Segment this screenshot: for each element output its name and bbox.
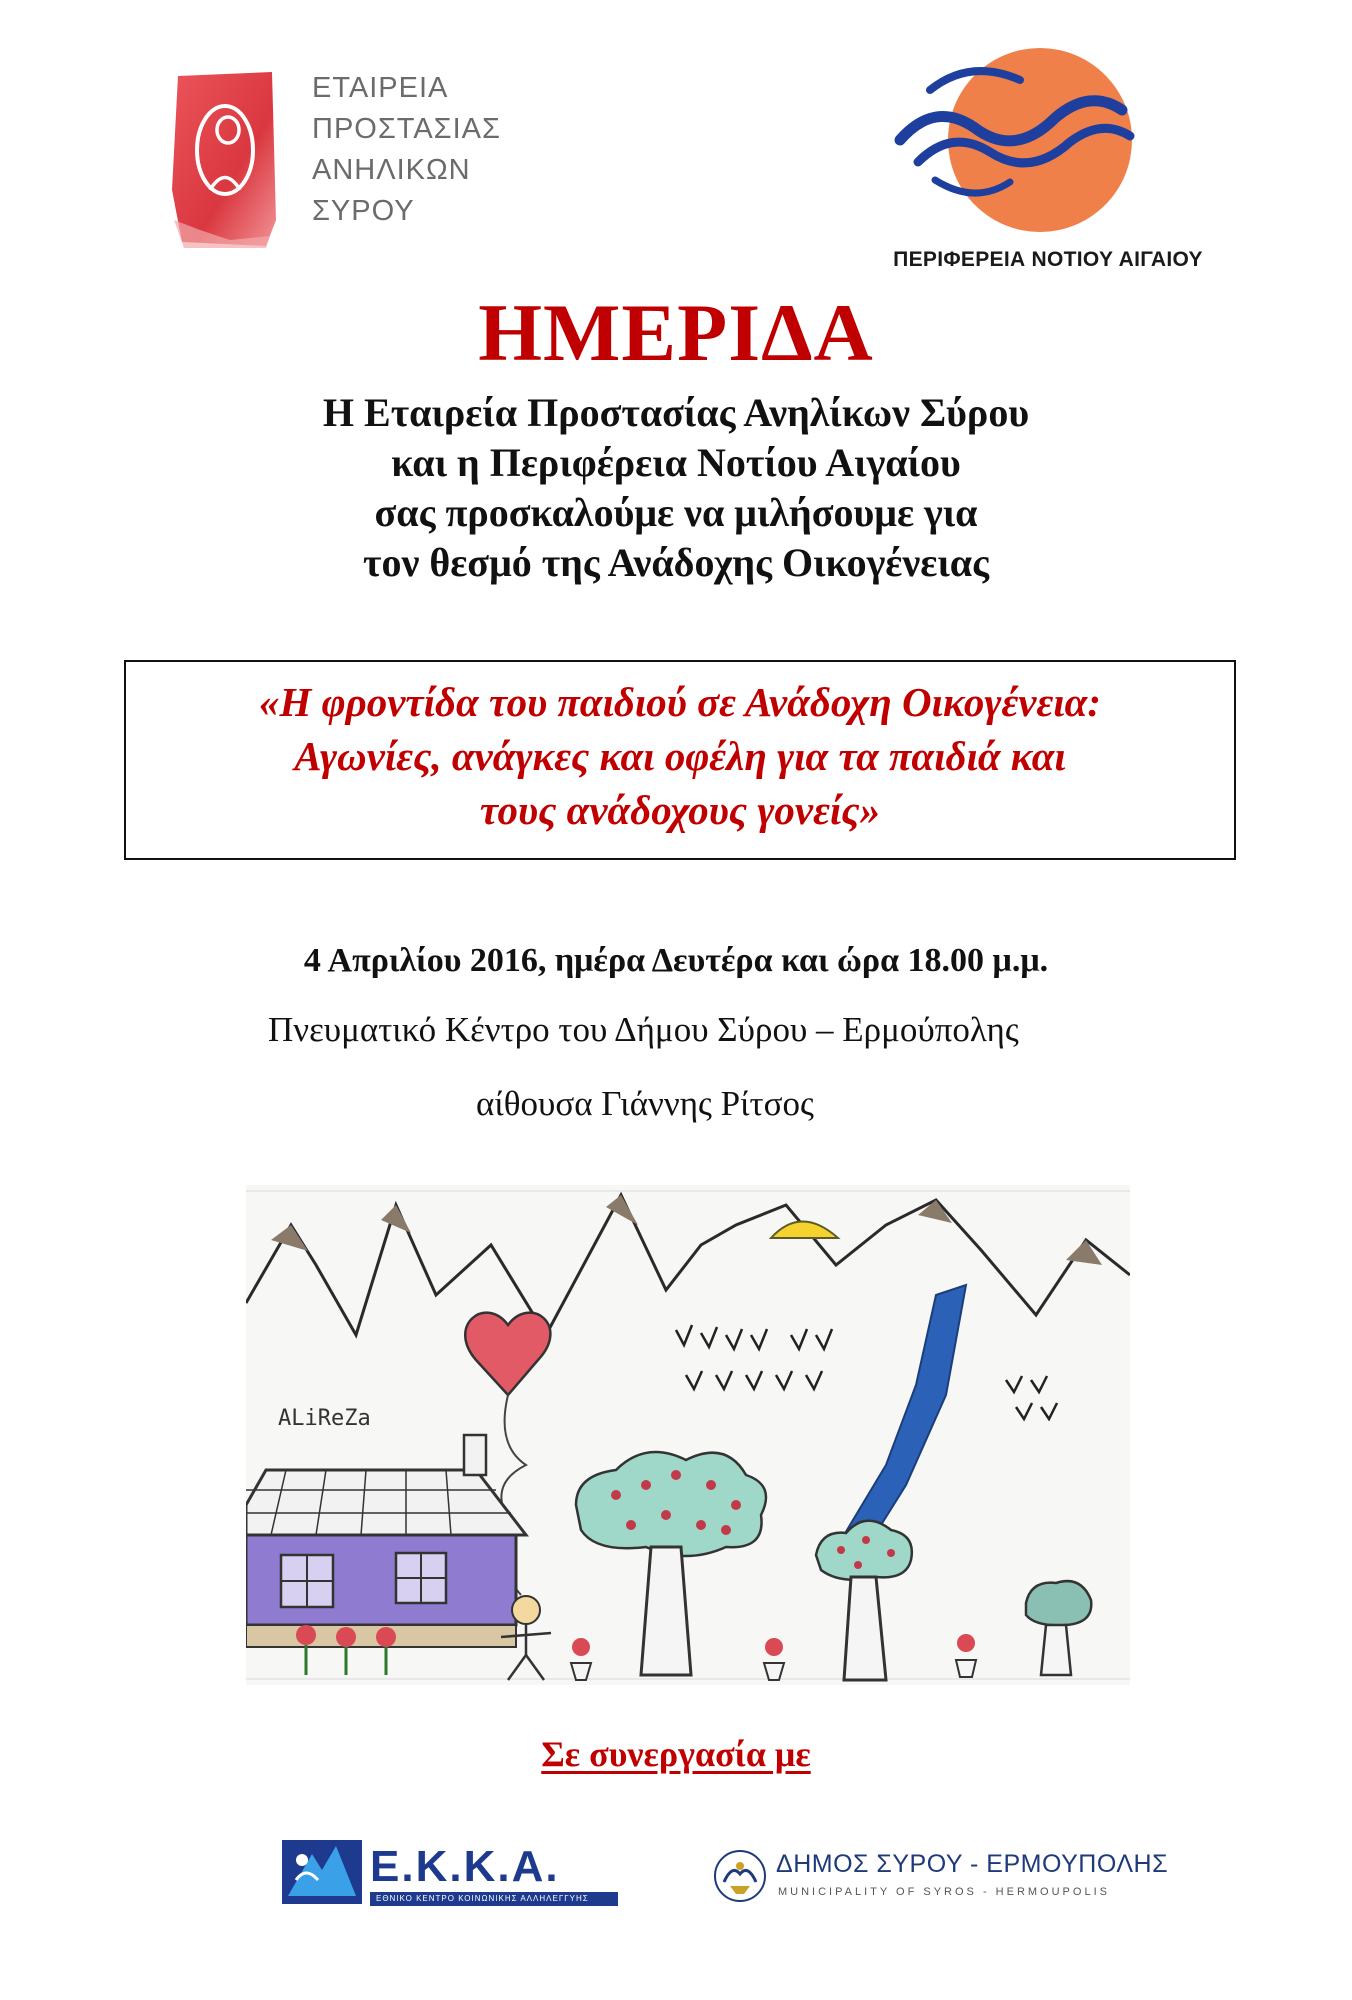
ekka-emblem-icon [282,1840,362,1904]
theme-box [124,660,1236,860]
ekka-subtitle-bar [370,1892,618,1906]
intro-line: τον θεσμό της Ανάδοχης Οικογένειας [363,540,989,585]
child-drawing-picture [246,1185,1130,1685]
org-left-emblem-icon [170,70,280,250]
event-intro [0,388,1352,588]
intro-line: Η Εταιρεία Προστασίας Ανηλίκων Σύρου [322,390,1030,435]
dimos-name: ΔΗΜΟΣ ΣΥΡΟΥ - ΕΡΜΟΥΠΟΛΗΣ [776,1850,1169,1878]
dimos-logo [712,1842,1169,1912]
dimos-emblem-icon [712,1848,768,1904]
drawing-signature: ALiReZa [278,1406,371,1431]
theme-line: «Η φροντίδα του παιδιού σε Ανάδοχη Οικογένεια: [258,679,1102,725]
event-room: αίθουσα Γιάννης Ρίτσος [476,1084,814,1123]
south-aegean-sun-waves-icon [890,40,1140,240]
event-date: 4 Απριλίου 2016, ημέρα Δευτέρα και ώρα 18.00 μ.μ. [303,942,1049,979]
theme-line: τους ανάδοχους γονείς» [479,787,881,833]
event-venue: Πνευματικό Κέντρο του Δήμου Σύρου – Ερμούπολης [268,1010,1019,1049]
intro-line: και η Περιφέρεια Νοτίου Αιγαίου [391,440,961,485]
org-left-logo [170,70,280,250]
partners-label: Σε συνεργασία με [541,1734,811,1774]
org-right-logo [890,40,1140,240]
child-drawing [246,1185,1130,1685]
intro-line: σας προσκαλούμε να μιλήσουμε για [374,490,978,535]
org-left-line: ΕΤΑΙΡΕΙΑ [312,72,449,104]
ekka-subtitle: ΕΘΝΙΚΟ ΚΕΝΤΡΟ ΚΟΙΝΩΝΙΚΗΣ ΑΛΛΗΛΕΓΓΥΗΣ [376,1894,589,1903]
theme-line: Αγωνίες, ανάγκες και οφέλη για τα παιδιά και [294,733,1066,779]
event-title: ΗΜΕΡΙΔΑ [478,287,874,378]
org-left-line: ΑΝΗΛΙΚΩΝ [312,154,471,186]
ekka-logo [282,1836,622,1908]
org-right-label: ΠΕΡΙΦΕΡΕΙΑ ΝΟΤΙΟΥ ΑΙΓΑΙΟΥ [893,248,1203,271]
ekka-name: Ε.Κ.Κ.Α. [370,1842,560,1891]
org-left-name [312,68,501,232]
dimos-subtitle: MUNICIPALITY OF SYROS - HERMOUPOLIS [778,1886,1110,1898]
org-left-line: ΣΥΡΟΥ [312,195,415,227]
org-left-line: ΠΡΟΣΤΑΣΙΑΣ [312,113,501,145]
